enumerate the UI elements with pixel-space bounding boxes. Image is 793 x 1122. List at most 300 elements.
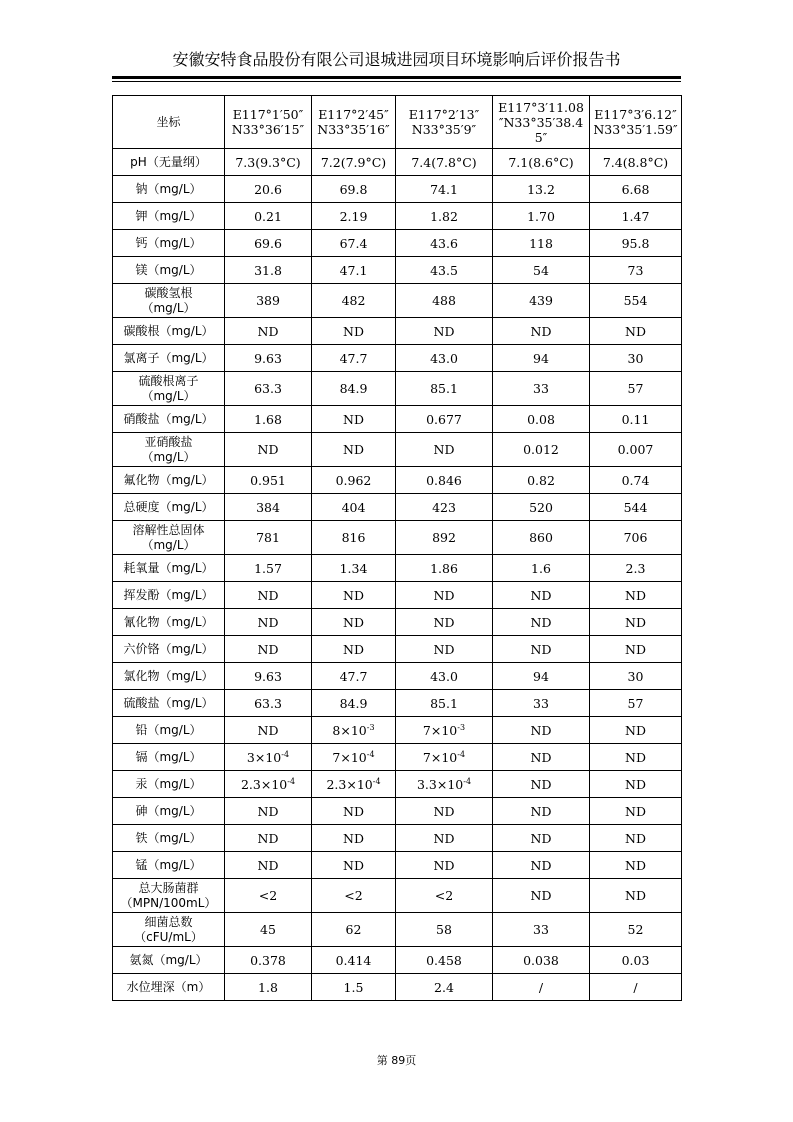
value-cell — [225, 744, 312, 771]
value-cell — [225, 690, 312, 717]
cell-line: 钾（mg/L） — [135, 208, 202, 223]
value-mantissa: 2.3×10 — [326, 776, 373, 792]
value-text: 706 — [623, 530, 648, 545]
header-coordinate-cell — [396, 96, 493, 149]
value-text: ND — [530, 803, 552, 819]
value-cell — [225, 467, 312, 494]
value-text: 47.1 — [339, 262, 368, 278]
cell-line: 碳酸根（mg/L） — [123, 323, 214, 338]
value-cell — [590, 318, 682, 345]
parameter-cell — [113, 257, 225, 284]
value-text: 544 — [623, 499, 648, 515]
header-coordinate-cell — [312, 96, 396, 149]
value-text: 43.0 — [430, 668, 458, 684]
value-cell — [225, 582, 312, 609]
cell-line: 镉（mg/L） — [135, 749, 202, 764]
value-cell — [312, 717, 396, 744]
cell-line: 钠（mg/L） — [135, 181, 202, 196]
value-text: ND — [530, 323, 552, 339]
value-text: ND — [343, 803, 364, 819]
value-text: 0.11 — [621, 411, 650, 427]
value-text: ND — [625, 888, 646, 903]
value-cell — [225, 913, 312, 947]
value-text: ND — [257, 442, 279, 457]
value-text: 84.9 — [339, 695, 368, 711]
value-cell — [225, 852, 312, 879]
cell-line: （mg/L） — [141, 449, 196, 464]
parameter-cell — [113, 636, 225, 663]
value-cell — [590, 176, 682, 203]
value-text: 1.34 — [339, 560, 368, 576]
value-cell — [396, 663, 493, 690]
cell-line: pH（无量纲） — [130, 154, 207, 169]
value-text: ND — [343, 614, 364, 630]
value-text: ND — [530, 641, 552, 657]
cell-line: 5″ — [534, 129, 548, 145]
parameter-cell — [113, 879, 225, 913]
value-cell — [493, 257, 590, 284]
value-cell — [590, 257, 682, 284]
table-row — [113, 913, 682, 947]
parameter-cell — [113, 230, 225, 257]
value-text: 0.962 — [335, 472, 372, 488]
value-text: ND — [433, 830, 455, 846]
value-text: ND — [343, 411, 364, 427]
value-mantissa: 8×10 — [332, 722, 367, 738]
value-text: 389 — [256, 293, 280, 308]
value-exponent: -4 — [457, 749, 466, 759]
parameter-cell — [113, 690, 225, 717]
value-text: 6.68 — [621, 181, 650, 197]
value-text: 860 — [529, 530, 553, 545]
value-text: ND — [625, 776, 646, 792]
value-text: 520 — [529, 499, 553, 515]
value-cell — [396, 284, 493, 318]
value-text: ND — [343, 323, 364, 339]
cell-line: 水位埋深（m） — [126, 979, 211, 994]
value-cell — [312, 203, 396, 230]
value-cell — [225, 521, 312, 555]
value-cell — [493, 406, 590, 433]
value-text: 85.1 — [430, 695, 458, 711]
value-text: ND — [530, 614, 552, 630]
value-text: ND — [530, 857, 552, 873]
value-text: 7.4(8.8°C) — [602, 154, 669, 170]
table-row — [113, 284, 682, 318]
value-text: ND — [625, 323, 646, 339]
value-cell — [493, 345, 590, 372]
value-cell — [396, 467, 493, 494]
value-cell — [225, 257, 312, 284]
value-text: 43.5 — [430, 262, 458, 278]
table-row — [113, 203, 682, 230]
table-row — [113, 879, 682, 913]
table-row — [113, 521, 682, 555]
table-row — [113, 744, 682, 771]
value-text: 7.4(7.8°C) — [411, 154, 477, 170]
value-text: ND — [433, 803, 455, 819]
value-cell — [225, 176, 312, 203]
cell-line: 溶解性总固体 — [132, 522, 205, 537]
value-cell — [590, 744, 682, 771]
value-cell — [225, 406, 312, 433]
value-text: ND — [625, 857, 646, 873]
value-cell — [312, 852, 396, 879]
value-cell — [396, 947, 493, 974]
value-cell — [312, 582, 396, 609]
value-cell — [312, 879, 396, 913]
cell-line: 耗氧量（mg/L） — [123, 560, 214, 575]
value-cell — [225, 798, 312, 825]
value-text: ND — [257, 587, 279, 603]
value-text: 43.6 — [430, 235, 458, 251]
value-cell — [312, 555, 396, 582]
value-text: 20.6 — [254, 181, 282, 197]
cell-line: 总大肠菌群 — [138, 880, 199, 895]
header-coordinate-cell — [225, 96, 312, 149]
table-row — [113, 636, 682, 663]
value-cell — [225, 230, 312, 257]
value-cell — [590, 609, 682, 636]
parameter-cell — [113, 345, 225, 372]
value-cell — [493, 149, 590, 176]
value-cell — [493, 798, 590, 825]
table-header-row — [113, 96, 682, 149]
table-row — [113, 798, 682, 825]
value-text: ND — [343, 442, 364, 457]
value-cell — [312, 974, 396, 1001]
value-text: 47.7 — [339, 668, 368, 684]
cell-line: 六价铬（mg/L） — [123, 641, 214, 656]
value-text: 0.21 — [254, 208, 282, 224]
value-cell — [493, 494, 590, 521]
value-cell — [396, 690, 493, 717]
value-cell — [493, 203, 590, 230]
cell-line: 总硬度（mg/L） — [123, 499, 214, 514]
value-text: 85.1 — [430, 381, 458, 396]
value-cell — [493, 717, 590, 744]
value-text: 47.7 — [339, 350, 368, 366]
value-cell — [225, 433, 312, 467]
value-text: 0.007 — [617, 442, 654, 457]
value-cell — [493, 609, 590, 636]
value-text: 63.3 — [254, 381, 282, 396]
value-cell — [225, 825, 312, 852]
value-cell — [493, 913, 590, 947]
parameter-cell — [113, 609, 225, 636]
value-exponent: -3 — [366, 722, 375, 732]
value-text: ND — [257, 830, 279, 846]
parameter-cell — [113, 947, 225, 974]
value-text: <2 — [258, 888, 278, 903]
value-cell — [590, 582, 682, 609]
cell-line: E117°2′13″ — [408, 107, 480, 122]
value-cell — [590, 636, 682, 663]
value-text: 781 — [256, 530, 280, 545]
value-text: ND — [530, 722, 552, 738]
table-row — [113, 318, 682, 345]
cell-line: 砷（mg/L） — [135, 803, 202, 818]
value-cell — [312, 663, 396, 690]
value-cell — [590, 690, 682, 717]
parameter-cell — [113, 825, 225, 852]
parameter-cell — [113, 149, 225, 176]
value-text: ND — [433, 641, 455, 657]
cell-line: N33°36′15″ — [231, 122, 305, 137]
value-text: 1.82 — [430, 208, 458, 224]
value-cell — [493, 521, 590, 555]
table-row — [113, 947, 682, 974]
value-cell — [396, 555, 493, 582]
value-text: 0.74 — [621, 472, 650, 488]
parameter-cell — [113, 744, 225, 771]
value-text: ND — [625, 614, 646, 630]
value-text: ND — [530, 888, 552, 903]
value-cell — [493, 467, 590, 494]
value-text: ND — [530, 830, 552, 846]
parameter-cell — [113, 284, 225, 318]
value-cell — [590, 284, 682, 318]
value-cell — [493, 879, 590, 913]
value-text: ND — [343, 641, 364, 657]
value-text: ND — [343, 857, 364, 873]
parameter-cell — [113, 798, 225, 825]
value-text: ND — [257, 614, 279, 630]
value-text: 0.378 — [250, 952, 286, 968]
value-text: 43.0 — [430, 350, 458, 366]
value-cell — [396, 257, 493, 284]
value-text: ND — [625, 830, 646, 846]
value-text: 0.846 — [426, 472, 462, 488]
cell-line: 硝酸盐（mg/L） — [123, 411, 214, 426]
value-text: 1.70 — [527, 208, 555, 224]
value-text: 2.19 — [339, 208, 368, 224]
value-text: 7.2(7.9°C) — [320, 154, 387, 170]
value-cell — [590, 947, 682, 974]
table-row — [113, 372, 682, 406]
cell-line: 亚硝酸盐 — [144, 434, 193, 449]
value-text: 2.3 — [625, 560, 646, 576]
value-cell — [225, 203, 312, 230]
parameter-cell — [113, 717, 225, 744]
value-cell — [590, 852, 682, 879]
value-mantissa: 3×10 — [246, 749, 282, 765]
value-cell — [590, 345, 682, 372]
cell-line: N33°35′1.59″ — [593, 122, 678, 137]
value-text: ND — [625, 749, 646, 765]
value-cell — [493, 636, 590, 663]
value-text: 0.038 — [523, 952, 559, 968]
value-cell — [225, 974, 312, 1001]
value-cell — [493, 582, 590, 609]
value-exponent: -4 — [281, 749, 290, 759]
cell-line: 氨氮（mg/L） — [129, 952, 208, 967]
value-text: ND — [530, 587, 552, 603]
value-mantissa: 7×10 — [422, 722, 458, 738]
value-cell — [225, 947, 312, 974]
value-text: 404 — [341, 499, 366, 515]
parameter-cell — [113, 663, 225, 690]
value-text: <2 — [434, 888, 454, 903]
value-cell — [225, 609, 312, 636]
value-text: 69.6 — [254, 235, 282, 251]
value-cell — [493, 852, 590, 879]
value-cell — [312, 798, 396, 825]
value-cell — [493, 690, 590, 717]
value-cell — [590, 879, 682, 913]
value-text: ND — [530, 749, 552, 765]
value-cell — [396, 176, 493, 203]
table-row — [113, 663, 682, 690]
value-cell — [493, 771, 590, 798]
header-corner-cell — [113, 96, 225, 149]
document-header-title: 安徽安特食品股份有限公司退城进园项目环境影响后评价报告书 — [172, 50, 621, 69]
value-cell — [225, 284, 312, 318]
value-cell — [590, 230, 682, 257]
table-row — [113, 974, 682, 1001]
value-cell — [493, 663, 590, 690]
table-row — [113, 345, 682, 372]
table-row — [113, 609, 682, 636]
value-cell — [225, 318, 312, 345]
value-cell — [312, 609, 396, 636]
cell-line: ″N33°35′38.4 — [498, 114, 584, 130]
value-cell — [590, 406, 682, 433]
value-text: 118 — [529, 235, 553, 251]
value-text: 62 — [345, 922, 362, 937]
value-cell — [312, 149, 396, 176]
table-row — [113, 257, 682, 284]
cell-line: （mg/L） — [141, 300, 196, 315]
table-row — [113, 690, 682, 717]
cell-line: 汞（mg/L） — [135, 776, 202, 791]
value-cell — [396, 636, 493, 663]
value-cell — [493, 176, 590, 203]
value-cell — [312, 825, 396, 852]
table-row — [113, 467, 682, 494]
value-text: 384 — [256, 499, 280, 515]
cell-line: 挥发酚（mg/L） — [123, 587, 214, 602]
value-exponent: -4 — [366, 749, 375, 759]
value-cell — [590, 771, 682, 798]
cell-line: E117°3′6.12″ — [594, 107, 677, 122]
value-cell — [312, 494, 396, 521]
value-text: 1.57 — [254, 560, 282, 576]
value-text: 9.63 — [254, 668, 282, 684]
value-text: 94 — [533, 350, 549, 366]
value-cell — [396, 521, 493, 555]
value-mantissa: 7×10 — [332, 749, 367, 765]
cell-line: （cFU/mL） — [134, 929, 203, 944]
value-cell — [396, 318, 493, 345]
value-cell — [590, 467, 682, 494]
value-cell — [396, 744, 493, 771]
parameter-cell — [113, 582, 225, 609]
value-cell — [225, 345, 312, 372]
value-cell — [396, 798, 493, 825]
value-cell — [225, 636, 312, 663]
value-cell — [590, 798, 682, 825]
value-text: ND — [625, 641, 646, 657]
value-exponent: -4 — [372, 776, 381, 786]
value-cell — [396, 825, 493, 852]
cell-line: 硫酸盐（mg/L） — [123, 695, 214, 710]
value-cell — [590, 521, 682, 555]
value-cell — [312, 318, 396, 345]
parameter-cell — [113, 913, 225, 947]
header-coordinate-cell — [590, 96, 682, 149]
cell-line: 镁（mg/L） — [135, 262, 202, 277]
value-cell — [396, 609, 493, 636]
value-cell — [590, 974, 682, 1001]
value-text: 0.414 — [335, 952, 372, 968]
parameter-cell — [113, 406, 225, 433]
value-cell — [225, 771, 312, 798]
value-text: 482 — [341, 293, 366, 308]
header-corner-label: 坐标 — [156, 114, 181, 129]
value-text: ND — [530, 776, 552, 792]
value-cell — [493, 372, 590, 406]
value-text: 0.951 — [250, 472, 286, 488]
value-text: ND — [625, 722, 646, 738]
value-text: 7.3(9.3°C) — [235, 154, 301, 170]
value-cell — [312, 406, 396, 433]
parameter-cell — [113, 852, 225, 879]
value-text: / — [538, 979, 544, 995]
cell-line: 氯化物（mg/L） — [123, 668, 214, 683]
value-cell — [493, 433, 590, 467]
value-cell — [312, 636, 396, 663]
cell-line: N33°35′16″ — [317, 122, 390, 137]
value-cell — [396, 406, 493, 433]
value-text: 74.1 — [430, 181, 458, 197]
value-text: 45 — [260, 922, 276, 937]
value-cell — [396, 494, 493, 521]
value-cell — [396, 913, 493, 947]
value-cell — [396, 582, 493, 609]
value-cell — [312, 257, 396, 284]
value-cell — [396, 203, 493, 230]
value-cell — [493, 744, 590, 771]
value-cell — [493, 825, 590, 852]
parameter-cell — [113, 467, 225, 494]
parameter-cell — [113, 974, 225, 1001]
value-cell — [590, 203, 682, 230]
value-mantissa: 2.3×10 — [240, 776, 288, 792]
value-text: 0.03 — [621, 952, 650, 968]
value-cell — [590, 433, 682, 467]
value-text: / — [633, 979, 638, 995]
value-cell — [312, 433, 396, 467]
value-cell — [590, 913, 682, 947]
value-mantissa: 7×10 — [422, 749, 458, 765]
value-cell — [225, 494, 312, 521]
value-text: 1.68 — [254, 411, 282, 427]
cell-line: 碳酸氢根 — [144, 285, 193, 300]
value-text: ND — [433, 587, 455, 603]
value-text: 58 — [436, 922, 452, 937]
value-exponent: -4 — [463, 776, 472, 786]
value-text: ND — [343, 830, 364, 846]
value-text: 0.08 — [527, 411, 555, 427]
value-text: 0.82 — [527, 472, 555, 488]
cell-line: 铅（mg/L） — [135, 722, 202, 737]
table-row — [113, 825, 682, 852]
table-row — [113, 582, 682, 609]
value-cell — [396, 149, 493, 176]
value-text: 9.63 — [254, 350, 282, 366]
value-text: 423 — [432, 499, 456, 515]
